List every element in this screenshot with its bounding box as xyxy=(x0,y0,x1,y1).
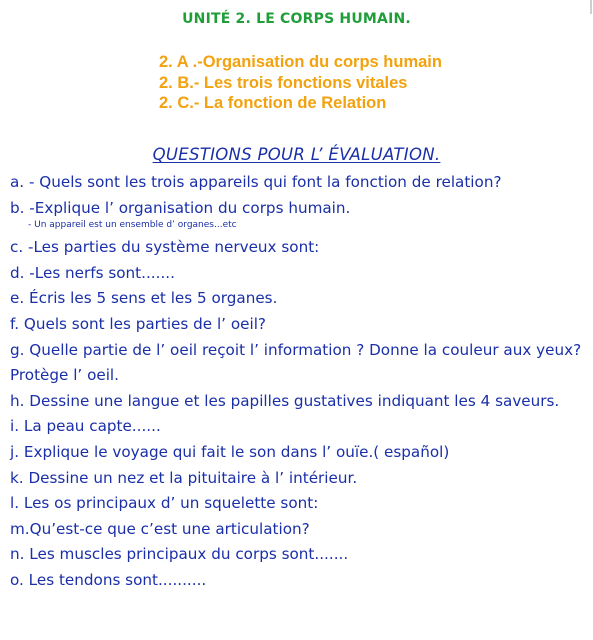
question-l: l. Les os principaux d’ un squelette sont: xyxy=(10,494,319,513)
unit-title: UNITÉ 2. LE CORPS HUMAIN. xyxy=(182,11,411,27)
question-a: a. - Quels sont les trois appareils qui font la fonction de relation? xyxy=(10,173,502,191)
question-b: b. -Explique l’ organisation du corps humain. xyxy=(10,198,351,217)
question-m: m.Qu’est-ce que c’est une articulation? xyxy=(10,519,310,538)
question-n: n. Les muscles principaux du corps sont....... xyxy=(10,545,349,564)
questions-heading: QUESTIONS POUR L’ ÉVALUATION. xyxy=(152,145,441,164)
subtopic-item: 2. C.- La fonction de Relation xyxy=(159,94,387,112)
question-b-note: - Un appareil est un ensemble d’ organes...etc xyxy=(28,220,237,231)
question-list xyxy=(10,170,592,594)
subtopic-item: 2. B.- Les trois fonctions vitales xyxy=(159,73,408,92)
question-g: g. Quelle partie de l’ oeil reçoit l’ information ? Donne la couleur aux yeux? Protège l’ oeil. xyxy=(10,340,582,385)
question-c: c. -Les parties du système nerveux sont: xyxy=(10,238,320,257)
question-d: d. -Les nerfs sont....... xyxy=(10,263,175,282)
subtopic-list xyxy=(159,52,442,114)
question-j: j. Explique le voyage qui fait le son dans l’ ouïe.( español) xyxy=(10,442,450,461)
question-i: i. La peau capte...... xyxy=(10,417,161,436)
question-h: h. Dessine une langue et les papilles gustatives indiquant les 4 saveurs. xyxy=(10,391,560,410)
question-k: k. Dessine un nez et la pituitaire à l’ intérieur. xyxy=(10,468,358,487)
question-f: f. Quels sont les parties de l’ oeil? xyxy=(10,314,266,333)
question-o: o. Les tendons sont.......... xyxy=(10,570,207,589)
question-e: e. Écris les 5 sens et les 5 organes. xyxy=(10,289,278,308)
subtopic-item: 2. A .-Organisation du corps humain xyxy=(159,53,442,71)
